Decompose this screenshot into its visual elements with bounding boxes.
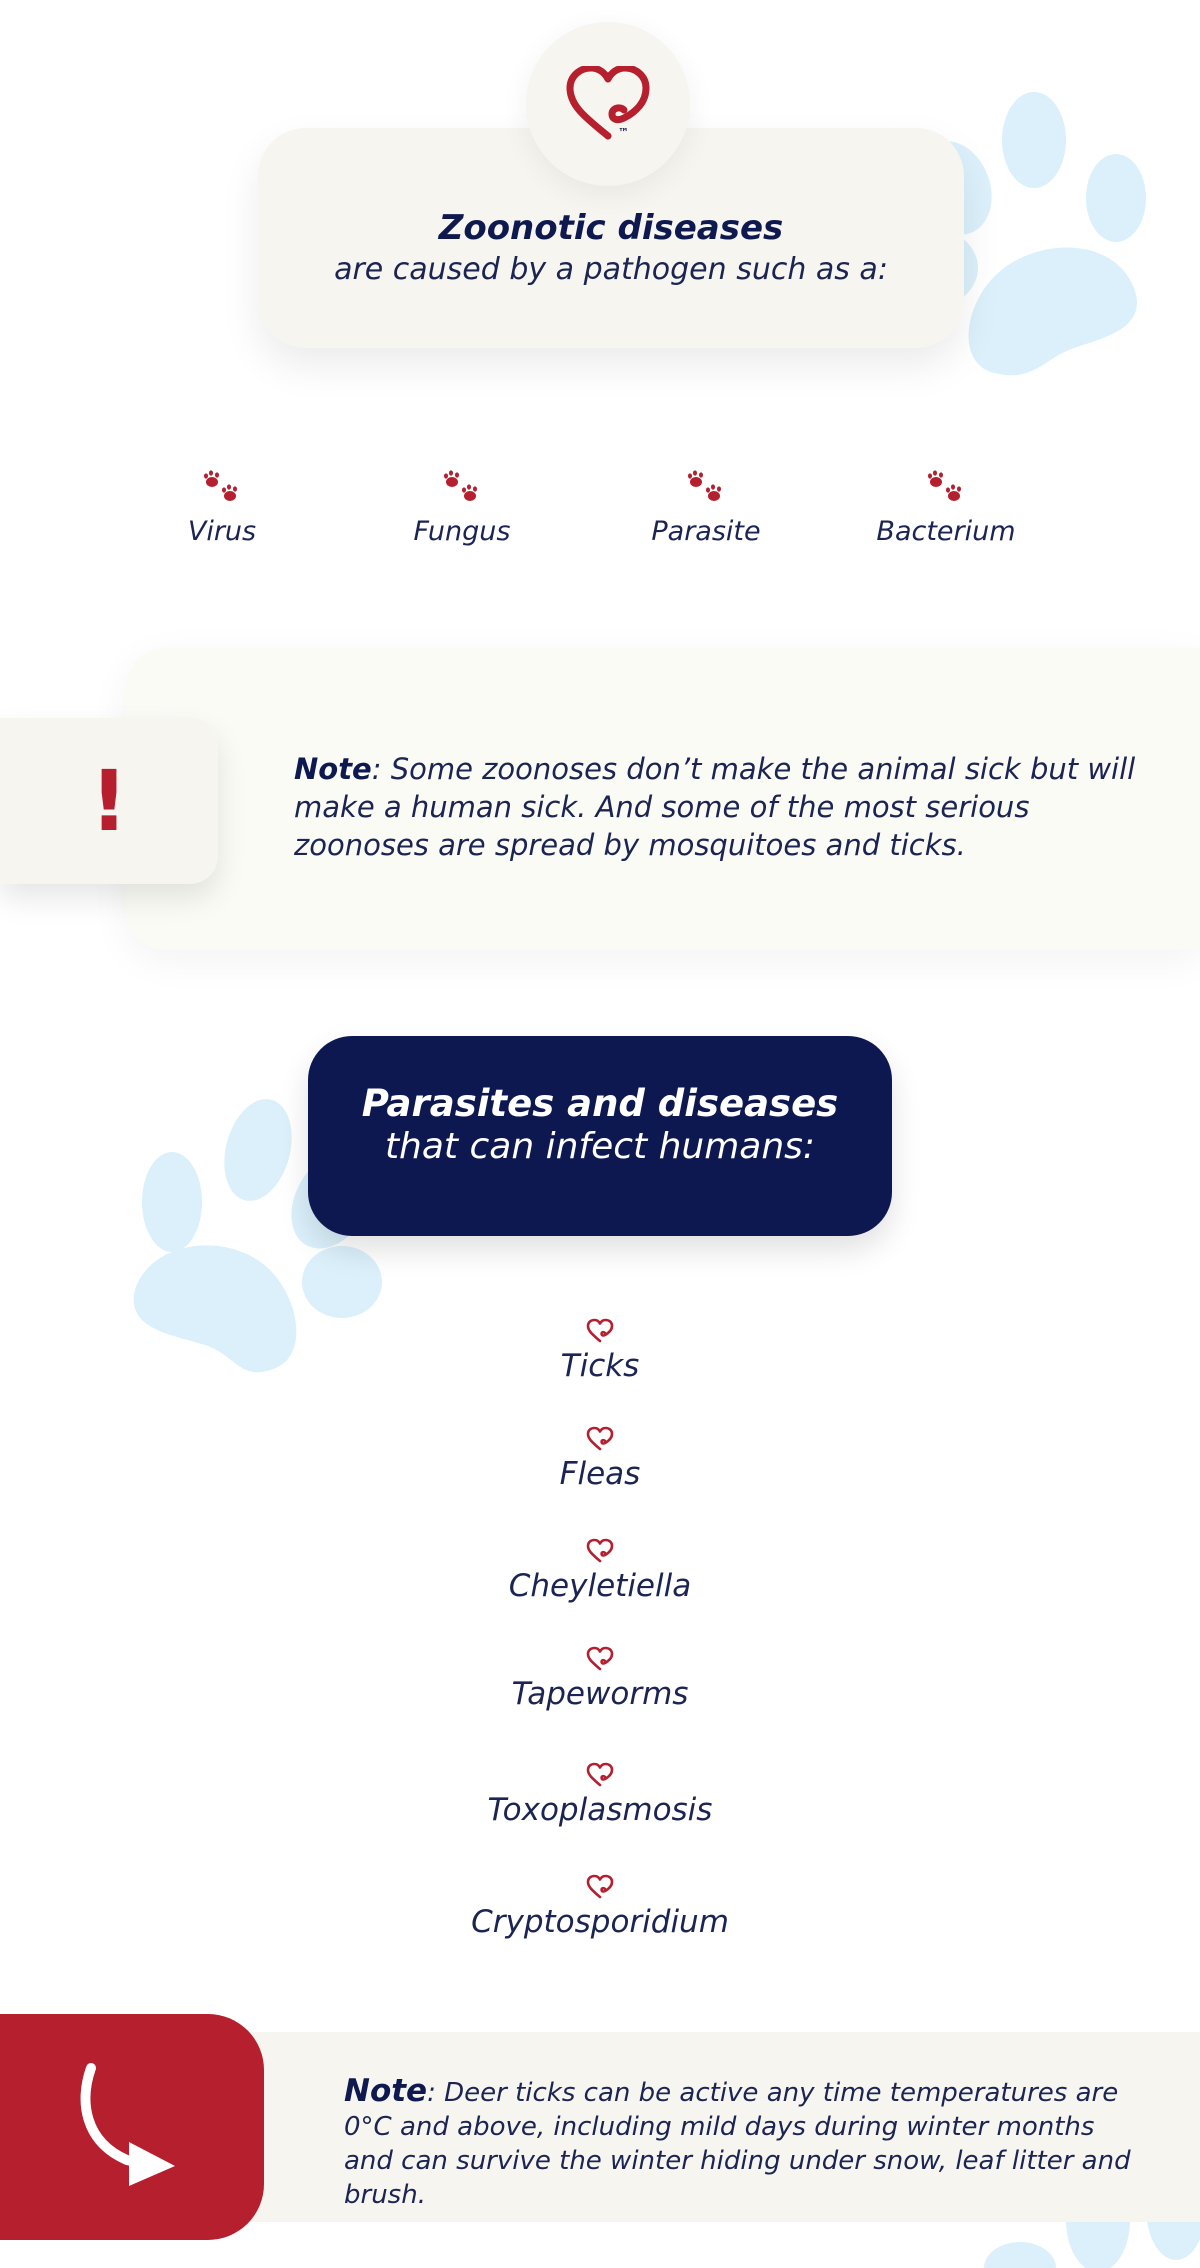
alert-box bbox=[0, 718, 218, 884]
heart-icon bbox=[586, 1874, 614, 1900]
parasite-label: Toxoplasmosis bbox=[487, 1792, 713, 1828]
list-item bbox=[300, 1538, 900, 1604]
note-label: Note bbox=[294, 752, 372, 786]
heart-icon bbox=[586, 1538, 614, 1564]
list-item bbox=[300, 1318, 900, 1384]
list-item bbox=[300, 1426, 900, 1492]
parasite-label: Fleas bbox=[559, 1456, 641, 1492]
pathogen-item-fungus bbox=[362, 470, 562, 547]
paw-prints-icon bbox=[200, 470, 244, 506]
note-label: Note bbox=[344, 2073, 428, 2109]
exclamation-icon: ! bbox=[89, 752, 129, 850]
parasite-label: Ticks bbox=[560, 1348, 640, 1384]
heart-icon bbox=[586, 1646, 614, 1672]
page-subtitle: are caused by a pathogen such as a: bbox=[334, 252, 888, 287]
pathogen-label: Bacterium bbox=[876, 516, 1016, 547]
parasite-label: Cheyletiella bbox=[508, 1568, 692, 1604]
page-title: Zoonotic diseases bbox=[438, 208, 784, 248]
curved-arrow-icon bbox=[77, 2062, 187, 2192]
arrow-box bbox=[0, 2014, 264, 2240]
note-body: : Some zoonoses don’t make the animal sick but will make a human sick. And some of the most serious zoonoses are spread by mosquitoes and ticks. bbox=[294, 752, 1136, 862]
trademark: ™ bbox=[618, 126, 629, 139]
heart-icon bbox=[586, 1426, 614, 1452]
logo bbox=[526, 22, 690, 186]
heart-logo-icon bbox=[566, 66, 650, 142]
paw-prints-icon bbox=[684, 470, 728, 506]
pathogen-label: Fungus bbox=[413, 516, 511, 547]
heart-icon bbox=[586, 1762, 614, 1788]
note-text bbox=[294, 750, 1144, 864]
pathogen-item-parasite bbox=[606, 470, 806, 547]
section-title: Parasites and diseases bbox=[361, 1082, 839, 1125]
pathogen-item-virus bbox=[122, 470, 322, 547]
parasite-label: Tapeworms bbox=[511, 1676, 689, 1712]
paw-prints-icon bbox=[924, 470, 968, 506]
note-body: : Deer ticks can be active any time temperatures are 0°C and above, including mild days during winter months and can survive the winter hiding under snow, leaf litter and brush. bbox=[344, 2078, 1131, 2210]
parasite-label: Cryptosporidium bbox=[471, 1904, 729, 1940]
pathogen-item-bacterium bbox=[846, 470, 1046, 547]
pathogen-label: Parasite bbox=[651, 516, 761, 547]
pathogen-label: Virus bbox=[187, 516, 257, 547]
pathogen-list bbox=[0, 470, 1200, 570]
list-item bbox=[300, 1874, 900, 1940]
note-text bbox=[344, 2074, 1134, 2212]
list-item bbox=[300, 1762, 900, 1828]
section-subtitle: that can infect humans: bbox=[384, 1126, 816, 1167]
list-item bbox=[300, 1646, 900, 1712]
paw-prints-icon bbox=[440, 470, 484, 506]
heart-icon bbox=[586, 1318, 614, 1344]
